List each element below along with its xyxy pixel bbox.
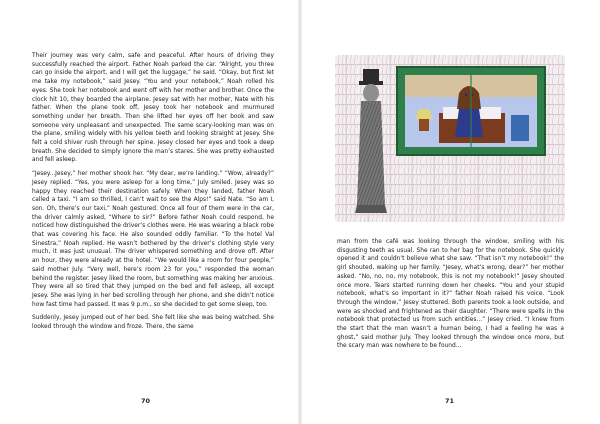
illustration-drawing <box>335 55 565 222</box>
pencil-drawing-image <box>335 55 565 222</box>
page-number-right: 71 <box>445 397 455 405</box>
page-number-left: 70 <box>141 397 151 405</box>
paragraph: “Jesey...Jesey,” her mother shook her. “My dear, we’re landing.” “Wow, already?” Jesey replied. “Yes, you were asleep for a long time,” July smiled. Jesey was so happy they reached their destination safely. When they landed, father Noah called a taxi. “I am so thrilled, I can’t wait to see the Alps!” said Nate. “So am I, son. Oh, there’s our taxi,” Noah gestured. Once all four of them were in the car, the driver calmly asked, “Where to sir?” Before father Noah could respond, he noticed how distinguished the driver’s clothes were. He was wearing a black robe that was covering his face. He also sounded oddly familiar. “To the hotel Val Sinestra,” Noah replied. He wasn’t bothered by the driver’s clothing style very much, it was just unusual. The driver whispered something and drove off. After an hour, they were already at the hotel. “We would like a room for four people,” said mother July. “Very well, here’s room 23 for you,” responded the woman behind the register. Jesey liked the room, but something was making her anxious. They were all so tired that they jumped on the bed and fell asleep, all except Jesey. She was lying in her bed scrolling through her phone, and she didn’t notice how fast time had passed. It was 9 p.m., so she decided to get some sleep, too. <box>32 171 274 308</box>
paragraph: Suddenly, Jesey jumped out of her bed. She felt like she was being watched. She looked through the window and froze. There, the same <box>32 315 274 331</box>
left-page-text <box>32 52 274 337</box>
paragraph: Their journey was very calm, safe and peaceful. After hours of driving they successfully reached the airport. Father Noah parked the car. “Alright, you three can go inside the airport, and I will get the luggage,” he said. “Okay, but first let me take my notebook,” said Jesey. “You and your notebook,” Noah rolled his eyes. She took her notebook and went off with her mother and brother. Once the clock hit 10, they boarded the airplane. Jesey sat with her mother, Nate with his father. When the plane took off, Jesey took her notebook and murmured something under her breath. Then she lifted her eyes off her book and saw someone very unpleasant and unexpected. The same scary-looking man was on the plane, smiling widely with his yellow teeth and looking straight at Jesey. She felt a cold shiver rush through her spine. Jesey closed her eyes and took a deep breath. She decided to simply ignore the man’s stares. She was pretty exhausted and fell asleep. <box>32 53 274 164</box>
right-page-text <box>337 238 564 356</box>
paragraph: man from the café was looking through the window, smiling with his disgusting teeth as usual. She ran to her bag for the notebook. She quickly opened it and couldn’t believe what she saw. “That isn’t my notebook!” the girl shouted, waking up her family. “Jesey, what’s wrong, dear?” her mother asked. “No, no, no, my notebook, this is not my notebook!” Jesey shouted once more. Tears started running down her cheeks. “You and your stupid notebook, what’s so important in it?” father Noah raised his voice. “Look through the window,” Jesey stuttered. Both parents took a look outside, and were as shocked and frightened as their daughter. “There were spells in the notebook that protected us from such entities...” Jesey cried. “I knew from the start that the man wasn’t a human being, I had a feeling he was a ghost,” said mother July. They looked through the window once more, but the scary man was nowhere to be found... <box>337 239 564 350</box>
